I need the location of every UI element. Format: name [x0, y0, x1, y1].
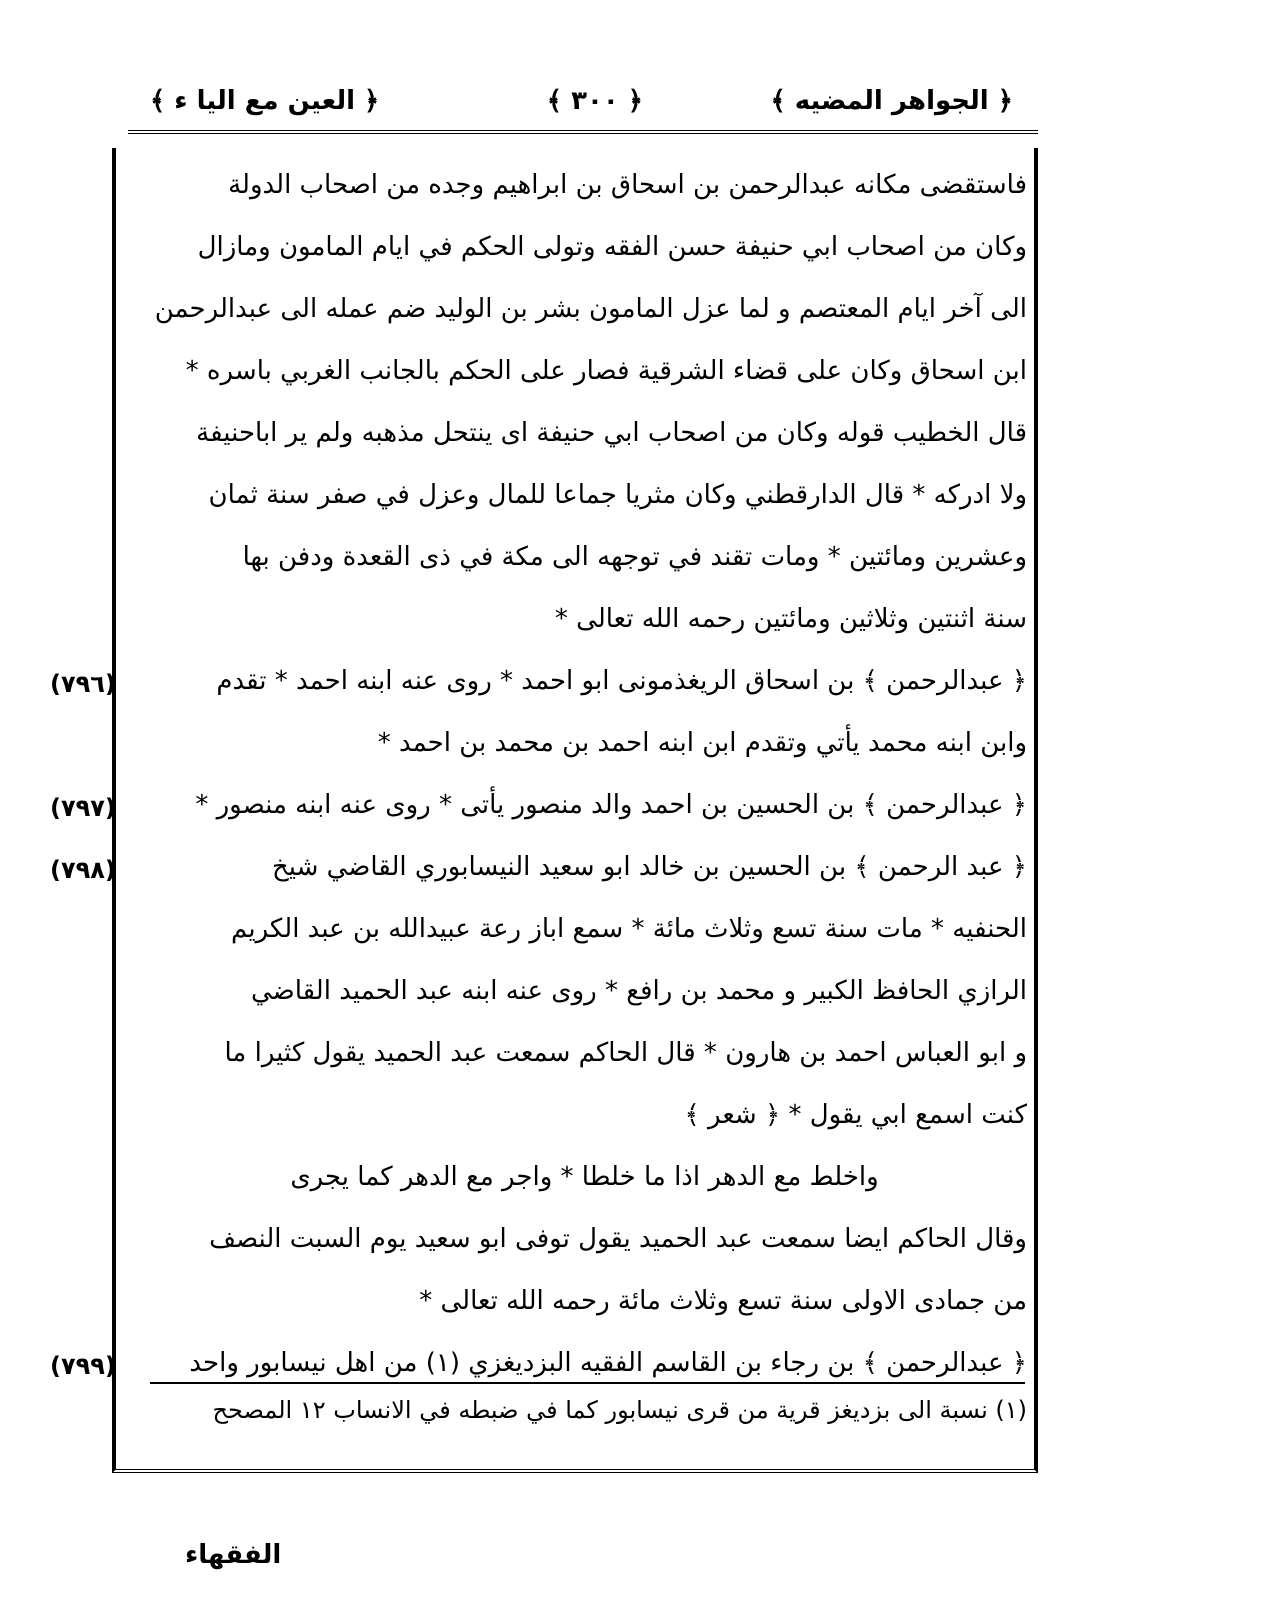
text-line: الحنفيه * مات سنة تسع وثلاث مائة * سمع اباز رعة عبيدالله بن عبد الكريم [231, 914, 1027, 944]
entry-799-line: ﴿ عبدالرحمن ﴾ بن رجاء بن القاسم الفقيه البزديغزي (١) من اهل نيسابور واحد [189, 1348, 1027, 1378]
text-line: وابن ابنه محمد يأتي وتقدم ابن ابنه احمد بن محمد بن احمد * [377, 728, 1027, 758]
text-line: ابن اسحاق وكان على قضاء الشرقية فصار على الحكم بالجانب الغربي باسره * [185, 356, 1027, 386]
catchword: الفقهاء [185, 1540, 282, 1570]
main-text [142, 154, 1027, 1394]
section-title: ﴿ العين مع اليا ء ﴾ [150, 86, 380, 116]
text-line: ولا ادركه * قال الدارقطني وكان مثريا جماعا للمال وعزل في صفر سنة ثمان [208, 480, 1027, 510]
text-line: فاستقضى مكانه عبدالرحمن بن اسحاق بن ابراهيم وجده من اصحاب الدولة [228, 170, 1027, 200]
text-line: كنت اسمع ابي يقول * ﴿ شعر ﴾ [684, 1100, 1027, 1130]
text-line: من جمادى الاولى سنة تسع وثلاث مائة رحمه الله تعالى * [419, 1286, 1027, 1316]
entry-797-line: ﴿ عبدالرحمن ﴾ بن الحسين بن احمد والد منصور يأتى * روى عنه ابنه منصور * [195, 790, 1027, 820]
page-header [140, 78, 1035, 128]
entry-number: (٧٩٦) [50, 670, 116, 698]
text-line: وقال الحاكم ايضا سمعت عبد الحميد يقول توفى ابو سعيد يوم السبت النصف [209, 1224, 1027, 1254]
footnote-rule [150, 1382, 1025, 1384]
text-line: وكان من اصحاب ابي حنيفة حسن الفقه وتولى الحكم في ايام المامون ومازال [197, 232, 1027, 262]
header-rule [128, 130, 1038, 134]
poem-verse: واخلط مع الدهر اذا ما خلطا * واجر مع الدهر كما يجرى [290, 1162, 879, 1192]
book-title: ﴿ الجواهر المضيه ﴾ [770, 86, 1013, 116]
text-line: وعشرين ومائتين * ومات تقند في توجهه الى مكة في ذى القعدة ودفن بها [242, 542, 1027, 572]
text-line: قال الخطيب قوله وكان من اصحاب ابي حنيفة اى ينتحل مذهبه ولم ير اباحنيفة [196, 418, 1027, 448]
entry-number: (٧٩٧) [50, 794, 116, 822]
footnote: (١) نسبة الى بزديغز قرية من قرى نيسابور كما في ضبطه في الانساب ١٢ المصحح [212, 1396, 1027, 1424]
text-line: سنة اثنتين وثلاثين ومائتين رحمه الله تعالى * [554, 604, 1027, 634]
entry-798-line: ﴿ عبد الرحمن ﴾ بن الحسين بن خالد ابو سعيد النيسابوري القاضي شيخ [271, 852, 1027, 882]
entry-796-line: ﴿ عبدالرحمن ﴾ بن اسحاق الريغذمونى ابو احمد * روى عنه ابنه احمد * تقدم [216, 666, 1027, 696]
text-line: الى آخر ايام المعتصم و لما عزل المامون بشر بن الوليد ضم عمله الى عبدالرحمن [154, 294, 1027, 324]
text-line: الرازي الحافظ الكبير و محمد بن رافع * روى عنه ابنه عبد الحميد القاضي [250, 976, 1027, 1006]
text-line: و ابو العباس احمد بن هارون * قال الحاكم سمعت عبد الحميد يقول كثيرا ما [224, 1038, 1027, 1068]
entry-number: (٧٩٨) [50, 856, 116, 884]
page-number: ﴿ ٣٠٠ ﴾ [546, 86, 643, 116]
entry-number: (٧٩٩) [50, 1352, 116, 1380]
